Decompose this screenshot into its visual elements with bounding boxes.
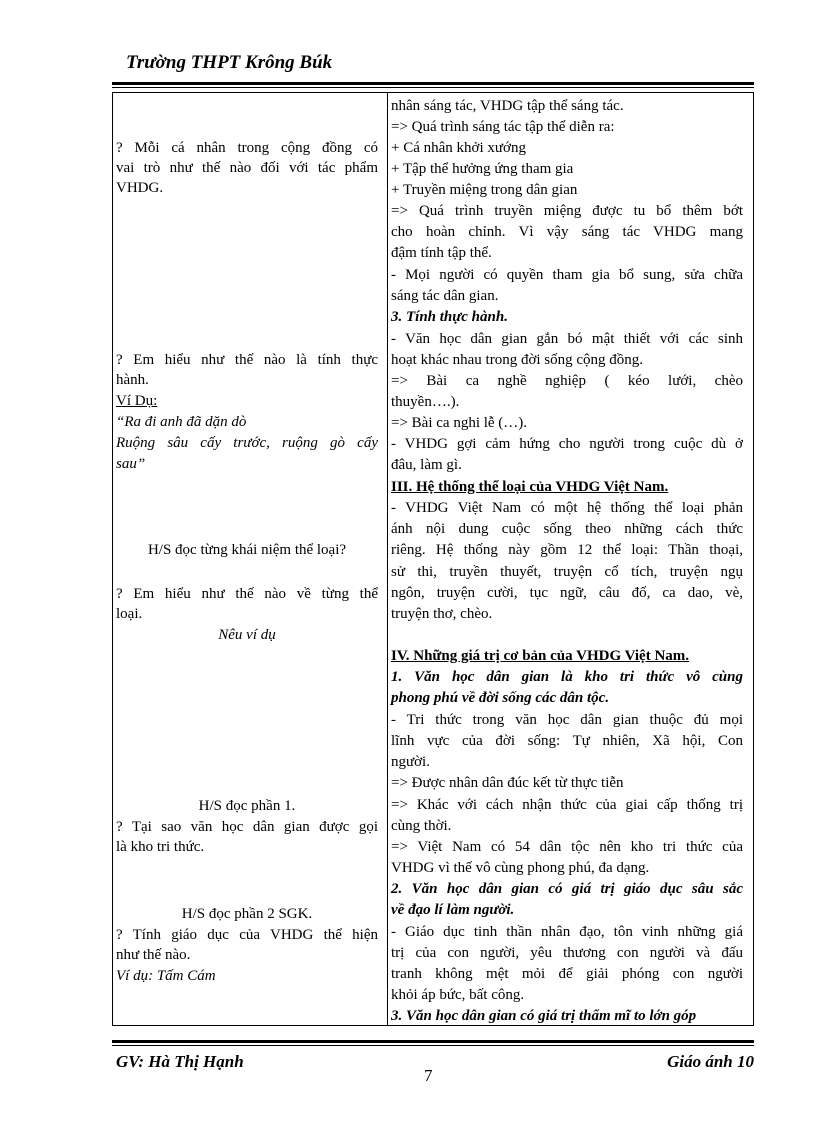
heading-3-practicality: 3. Tính thực hành. [391,309,508,325]
right-text: thuyền….). [391,394,460,410]
right-text: khỏi áp bức, bất công. [391,987,525,1003]
right-text: - VHDG Việt Nam có một hệ thống thể loại phản [391,500,743,516]
right-text: trị của con người, yêu thương con người và đấu [391,945,743,961]
right-text: + Cá nhân khởi xướng [391,140,526,156]
right-text: lĩnh vực của đời sống: Tự nhiên, Xã hội, Con [391,733,743,749]
right-text: nhân sáng tác, VHDG tập thể sáng tác. [391,98,624,114]
section-3-heading: III. Hệ thống thể loại của VHDG Việt Nam. [391,479,669,495]
right-text: cho hoàn chỉnh. Vì vậy sáng tác VHDG mang [391,224,743,240]
example-label: Ví Dụ: [116,393,158,409]
right-text: - Mọi người có quyền tham gia bổ sung, sửa chữa [391,267,743,283]
left-question-2: hành. [116,372,149,388]
page-number: 7 [424,1066,433,1085]
left-question-2: ? Em hiểu như thế nào là tính thực [116,352,378,368]
left-question-4: ? Tại sao văn học dân gian được gọi [116,819,378,835]
example-verse: “Ra đi anh đã dặn dò [116,414,247,430]
footer-rule-thin [112,1045,754,1046]
heading-4-2: về đạo lí làm người. [391,902,515,918]
read-part-1: H/S đọc phần 1. [198,798,296,814]
right-text: sử thi, truyền thuyết, truyện cổ tích, truyện ngụ [391,564,743,580]
header-rule [112,82,754,85]
right-text: + Truyền miệng trong dân gian [391,182,578,198]
right-text: cùng thời. [391,818,452,834]
read-genre-instruction: H/S đọc từng khái niệm thể loại? [147,542,347,558]
right-text: - Tri thức trong văn học dân gian thuộc đủ mọi [391,712,743,728]
header-rule-thin [112,87,754,88]
left-question-4: là kho tri thức. [116,839,205,855]
right-text: truyện thơ, chèo. [391,606,493,622]
right-text: hoạt khác nhau trong đời sống cộng đồng. [391,352,644,368]
heading-4-2: 2. Văn học dân gian có giá trị giáo dục sâu sắc [391,881,743,897]
footer-rule [112,1040,754,1043]
left-question-5: như thế nào. [116,947,191,963]
left-question-1: vai trò như thế nào đối với tác phẩm [116,160,378,176]
right-text: => Quá trình truyền miệng được tu bổ thêm bớt [391,203,743,219]
right-text: sáng tác dân gian. [391,288,499,304]
example-verse: Ruộng sâu cấy trước, ruộng gò cấy [116,435,378,451]
teacher-name: GV: Hà Thị Hạnh [116,1052,244,1071]
right-text: - VHDG gợi cảm hứng cho người trong cuộc dù ở [391,436,743,452]
right-text: VHDG vì thế vô cùng phong phú, đa dạng. [391,860,650,876]
heading-4-1: phong phú về đời sống các dân tộc. [391,690,610,706]
right-text: riêng. Hệ thống này gồm 12 thể loại: Thần thoại, [391,542,743,558]
section-4-heading: IV. Những giá trị cơ bản của VHDG Việt Nam. [391,648,690,664]
right-text: - Giáo dục tinh thần nhân đạo, tôn vinh những giá [391,924,743,940]
right-text: người. [391,754,430,770]
right-text: => Khác với cách nhận thức của giai cấp thống trị [391,797,743,813]
example-verse: sau” [116,456,146,472]
document-title: Giáo ánh 10 [667,1052,754,1071]
right-text: - Văn học dân gian gắn bó mật thiết với các sinh [391,331,743,347]
column-divider [387,93,388,1025]
right-text: đâu, làm gì. [391,457,462,473]
read-part-2: H/S đọc phần 2 SGK. [181,906,313,922]
right-text: => Bài ca nghề nghiệp ( kéo lưới, chèo [391,373,743,389]
right-text: => Việt Nam có 54 dân tộc nên kho tri thức của [391,839,743,855]
right-text: => Được nhân dân đúc kết từ thực tiễn [391,775,624,791]
give-example-note: Nêu ví dụ [218,627,276,643]
right-text: ánh nội dung cuộc sống theo những cách thức [391,521,743,537]
left-question-3: ? Em hiểu như thế nào về từng thể [116,586,378,602]
school-header: Trường THPT Krông Búk [126,52,333,73]
right-text: đậm tính tập thể. [391,245,492,261]
right-text: ngôn, truyện cười, tục ngữ, câu đố, ca dao, vè, [391,585,743,601]
right-text: tranh không mệt mỏi để giải phóng con người [391,966,743,982]
left-question-1: ? Mỗi cá nhân trong cộng đồng có [116,140,378,156]
right-text: => Quá trình sáng tác tập thể diễn ra: [391,119,615,135]
heading-4-1: 1. Văn học dân gian là kho tri thức vô cùng [391,669,743,685]
right-text: => Bài ca nghi lễ (…). [391,415,528,431]
example-tam-cam: Ví dụ: Tấm Cám [116,968,216,984]
heading-4-3: 3. Văn học dân gian có giá trị thẩm mĩ to lớn góp [391,1008,697,1024]
left-question-1: VHDG. [116,180,164,196]
left-question-3: loại. [116,606,143,622]
right-text: + Tập thể hưởng ứng tham gia [391,161,574,177]
left-question-5: ? Tính giáo dục của VHDG thể hiện [116,927,378,943]
